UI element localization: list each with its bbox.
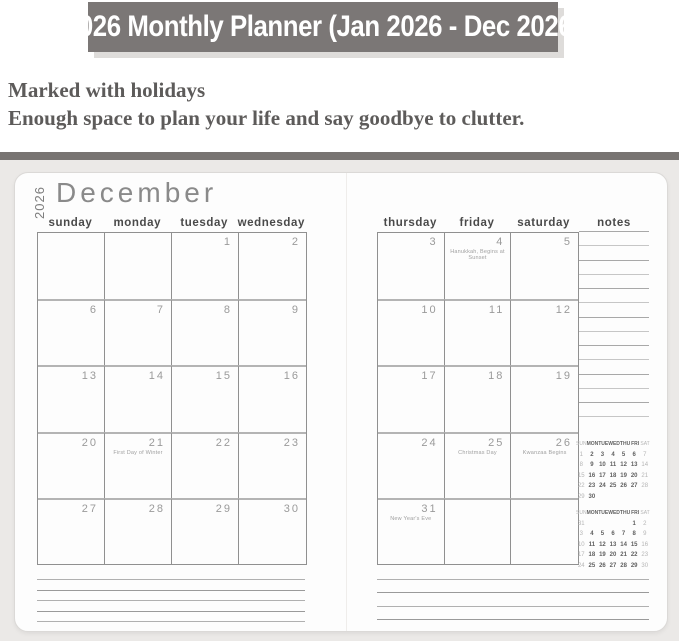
mini-cal-day — [618, 492, 629, 503]
mini-cal-day: 22 — [630, 552, 638, 558]
mini-cal-day: 6 — [632, 451, 636, 458]
mini-cal-day — [629, 492, 640, 503]
mini-cal-day: 3 — [600, 451, 605, 458]
mini-cal-day: 21 — [620, 552, 627, 558]
day-number: 16 — [283, 370, 300, 383]
left-day-header-row — [37, 217, 305, 229]
mini-cal-day: 9 — [643, 531, 647, 537]
mini-cal-weekday: TUE — [598, 510, 609, 516]
day-number: 27 — [81, 502, 98, 515]
day-number: 7 — [156, 304, 165, 317]
day-number: 5 — [563, 236, 572, 248]
notes-line — [579, 245, 649, 246]
mini-cal-day: 31 — [577, 520, 585, 527]
notes-line — [579, 317, 649, 318]
ruled-line — [37, 621, 305, 622]
mini-cal-day: 2 — [643, 520, 647, 527]
mini-cal-day: 1 — [579, 451, 583, 458]
ruled-line — [37, 579, 305, 580]
mini-cal-week-row — [576, 492, 650, 503]
notes-line — [579, 331, 649, 332]
mini-cal-day — [597, 519, 608, 530]
mini-cal-day: 26 — [620, 483, 627, 489]
day-cell — [378, 498, 445, 564]
day-cell — [378, 432, 445, 498]
day-cell — [38, 432, 105, 498]
day-number: 26 — [555, 436, 572, 449]
mini-cal-weekday: SAT — [640, 441, 650, 447]
mini-cal-day: 11 — [609, 462, 617, 468]
day-cell — [511, 299, 578, 365]
ruled-line — [37, 590, 305, 591]
mini-cal-day: 30 — [588, 493, 596, 500]
day-number: 30 — [283, 502, 300, 515]
mini-cal-week-row — [576, 550, 650, 561]
day-cell — [445, 299, 512, 365]
mini-cal-day: 5 — [621, 451, 626, 458]
mini-cal-day: 9 — [590, 462, 594, 468]
notes-line — [579, 388, 649, 389]
mini-cal-weekday: THU — [619, 441, 631, 447]
mini-cal-weekday: WED — [608, 510, 620, 516]
planner-right-page — [346, 173, 668, 631]
day-cell — [38, 299, 105, 365]
subtitle-line-2: Enough space to plan your life and say goodbye to clutter. — [8, 106, 525, 130]
day-number: 18 — [488, 370, 505, 383]
mini-cal-day: 2 — [590, 451, 594, 458]
day-number: 11 — [488, 304, 505, 317]
holiday-label: Hanukkah, Begins at Sunset — [450, 249, 505, 261]
mini-cal-day: 10 — [599, 462, 606, 468]
day-cell — [105, 233, 172, 299]
day-header-saturday: saturday — [517, 217, 571, 229]
mini-cal-day — [639, 492, 650, 503]
day-header-sunday: sunday — [48, 217, 93, 229]
mini-cal-day: 27 — [630, 483, 638, 489]
day-number: 3 — [429, 236, 438, 248]
mini-cal-weekday-row — [576, 439, 650, 450]
mini-calendar-following-month — [576, 508, 650, 571]
day-cell — [38, 233, 105, 299]
notes-line — [579, 231, 649, 232]
day-cell — [378, 365, 445, 431]
day-number: 1 — [223, 236, 232, 248]
mini-cal-day: 10 — [577, 541, 585, 548]
day-number: 13 — [81, 370, 98, 383]
day-number: 22 — [215, 436, 232, 449]
day-cell — [445, 498, 512, 564]
day-number — [445, 500, 511, 503]
day-cell — [172, 365, 239, 431]
day-cell — [511, 365, 578, 431]
holiday-label: First Day of Winter — [113, 449, 163, 456]
day-number: 15 — [215, 370, 232, 383]
day-cell — [378, 299, 445, 365]
day-number: 9 — [291, 304, 300, 317]
day-number: 23 — [283, 436, 300, 449]
mini-cal-day: 28 — [641, 483, 649, 489]
mini-cal-day: 15 — [630, 541, 638, 548]
mini-cal-day: 12 — [620, 462, 627, 468]
mini-cal-day: 25 — [588, 562, 596, 569]
day-number: 10 — [421, 304, 438, 317]
day-cell — [239, 365, 306, 431]
day-cell — [239, 498, 306, 564]
mini-cal-day: 19 — [599, 552, 606, 558]
day-number: 6 — [89, 304, 98, 317]
mini-cal-day: 26 — [599, 562, 606, 569]
mini-cal-day: 16 — [641, 541, 649, 548]
day-number: 31 — [421, 502, 438, 515]
day-header-thursday: thursday — [383, 217, 438, 229]
mini-cal-day: 3 — [579, 531, 583, 537]
mini-cal-day: 27 — [609, 562, 617, 569]
day-number: 20 — [81, 436, 98, 449]
banner-title: 2026 Monthly Planner (Jan 2026 - Dec 2026) — [65, 10, 581, 43]
mini-cal-day: 24 — [599, 483, 606, 489]
ruled-line — [377, 592, 649, 593]
day-number: 25 — [488, 436, 505, 449]
mini-cal-day: 6 — [611, 531, 615, 537]
notes-line — [579, 288, 649, 289]
mini-cal-week-row — [576, 519, 650, 530]
mini-cal-day: 23 — [588, 483, 596, 489]
mini-cal-weekday: MON — [586, 441, 599, 447]
mini-cal-day: 21 — [641, 472, 649, 479]
day-number — [38, 233, 104, 236]
planner-spread — [14, 172, 668, 632]
mini-cal-day: 1 — [632, 520, 636, 527]
mini-cal-week-row — [576, 460, 650, 471]
mini-cal-weekday: FRI — [631, 510, 640, 516]
day-cell — [105, 498, 172, 564]
mini-cal-day: 13 — [609, 541, 617, 548]
day-number — [511, 500, 578, 503]
mini-cal-day: 30 — [641, 562, 649, 569]
mini-cal-weekday: MON — [586, 510, 599, 516]
mini-cal-day: 8 — [579, 462, 583, 468]
day-cell — [105, 299, 172, 365]
mini-cal-weekday: SUN — [576, 510, 587, 516]
mini-cal-day: 18 — [609, 472, 617, 479]
mini-cal-day: 22 — [577, 483, 585, 489]
mini-cal-day — [618, 519, 629, 530]
mini-cal-weekday-row — [576, 508, 650, 519]
day-number: 19 — [555, 370, 572, 383]
day-number: 12 — [555, 304, 572, 317]
mini-cal-day: 25 — [609, 483, 617, 489]
mini-cal-day — [608, 492, 619, 503]
mini-cal-day: 4 — [611, 451, 615, 458]
mini-cal-weekday: TUE — [598, 441, 609, 447]
mini-cal-day: 17 — [599, 472, 606, 479]
mini-cal-day: 28 — [620, 562, 627, 569]
day-cell — [511, 432, 578, 498]
mini-cal-day: 29 — [577, 493, 585, 500]
mini-cal-weekday: SAT — [640, 510, 650, 516]
mini-calendar-next-month — [576, 439, 650, 502]
mini-cal-day: 7 — [621, 531, 626, 537]
day-cell — [511, 498, 578, 564]
mini-cal-day — [597, 492, 608, 503]
mini-cal-day: 18 — [588, 552, 596, 558]
day-cell — [239, 432, 306, 498]
mini-cal-day: 23 — [641, 552, 649, 558]
holiday-label: Christmas Day — [458, 449, 497, 456]
day-header-tuesday: tuesday — [180, 217, 228, 229]
day-cell — [445, 365, 512, 431]
mini-cal-day — [587, 519, 598, 530]
day-number: 21 — [148, 436, 165, 449]
day-number — [105, 233, 171, 236]
day-cell — [239, 299, 306, 365]
mini-cal-day — [608, 519, 619, 530]
mini-cal-day: 5 — [600, 531, 605, 537]
day-header-monday: monday — [113, 217, 162, 229]
mini-cal-weekday: FRI — [631, 441, 640, 447]
day-cell — [445, 432, 512, 498]
mini-cal-day: 20 — [609, 552, 617, 558]
day-cell — [172, 432, 239, 498]
mini-cal-day: 29 — [630, 562, 638, 569]
year-label: 2026 — [32, 186, 47, 219]
day-number: 17 — [421, 370, 438, 383]
mini-cal-weekday: SUN — [576, 441, 587, 447]
mini-cal-day: 11 — [588, 541, 596, 548]
mini-cal-weekday: WED — [608, 441, 620, 447]
day-header-friday: friday — [459, 217, 495, 229]
notes-line — [579, 260, 649, 261]
mini-cal-day: 4 — [590, 531, 594, 537]
mini-cal-day: 16 — [588, 472, 596, 479]
day-cell — [38, 498, 105, 564]
notes-line — [579, 402, 649, 403]
notes-line — [579, 302, 649, 303]
day-cell — [172, 498, 239, 564]
subtitle-line-1: Marked with holidays — [8, 78, 206, 102]
mini-cal-day: 24 — [577, 562, 585, 569]
title-banner — [65, 2, 581, 52]
day-cell — [239, 233, 306, 299]
day-cell — [105, 365, 172, 431]
day-number: 14 — [148, 370, 165, 383]
day-header-wednesday: wednesday — [237, 217, 305, 229]
notes-line — [579, 274, 649, 275]
mini-cal-day: 8 — [632, 531, 636, 537]
mini-cal-day: 7 — [643, 451, 647, 458]
ruled-line — [37, 600, 305, 601]
holiday-label: Kwanzaa Begins — [522, 449, 567, 456]
mini-cal-day: 17 — [577, 552, 585, 558]
holiday-label: New Year's Eve — [390, 515, 432, 522]
mini-cal-day: 13 — [630, 462, 638, 468]
ruled-line — [37, 611, 305, 612]
day-number: 28 — [148, 502, 165, 515]
month-title: December — [56, 177, 218, 208]
mini-cal-day: 20 — [630, 472, 638, 479]
notes-line — [579, 416, 649, 417]
day-number: 24 — [421, 436, 438, 449]
planner-photo-area — [0, 160, 679, 641]
day-cell — [445, 233, 512, 299]
day-cell — [172, 299, 239, 365]
planner-left-page — [15, 173, 346, 631]
right-month-grid — [377, 232, 579, 565]
mini-cal-day: 14 — [620, 541, 627, 548]
day-cell — [38, 365, 105, 431]
day-number: 4 — [496, 236, 505, 248]
day-number: 2 — [291, 236, 300, 248]
mini-cal-week-row — [576, 471, 650, 482]
mini-cal-day: 15 — [577, 472, 585, 479]
right-day-header-row — [377, 217, 577, 229]
left-month-grid — [37, 232, 307, 565]
day-cell — [172, 233, 239, 299]
day-number: 29 — [215, 502, 232, 515]
mini-cal-day: 12 — [599, 541, 606, 548]
mini-cal-week-row — [576, 450, 650, 461]
notes-line — [579, 374, 649, 375]
mini-cal-week-row — [576, 481, 650, 492]
divider-bar — [0, 152, 679, 160]
mini-cal-week-row — [576, 561, 650, 572]
notes-line — [579, 359, 649, 360]
ruled-line — [377, 606, 649, 607]
day-number: 8 — [223, 304, 232, 317]
mini-cal-weekday: THU — [619, 510, 631, 516]
mini-cal-week-row — [576, 540, 650, 551]
mini-cal-week-row — [576, 529, 650, 540]
day-cell — [511, 233, 578, 299]
day-cell — [105, 432, 172, 498]
day-cell — [378, 233, 445, 299]
subtitle-block — [8, 76, 524, 132]
ruled-line — [377, 619, 649, 620]
mini-cal-day: 14 — [641, 462, 649, 468]
notes-line — [579, 345, 649, 346]
notes-header: notes — [597, 217, 631, 229]
ruled-line — [377, 579, 649, 580]
mini-cal-day: 19 — [620, 472, 627, 479]
